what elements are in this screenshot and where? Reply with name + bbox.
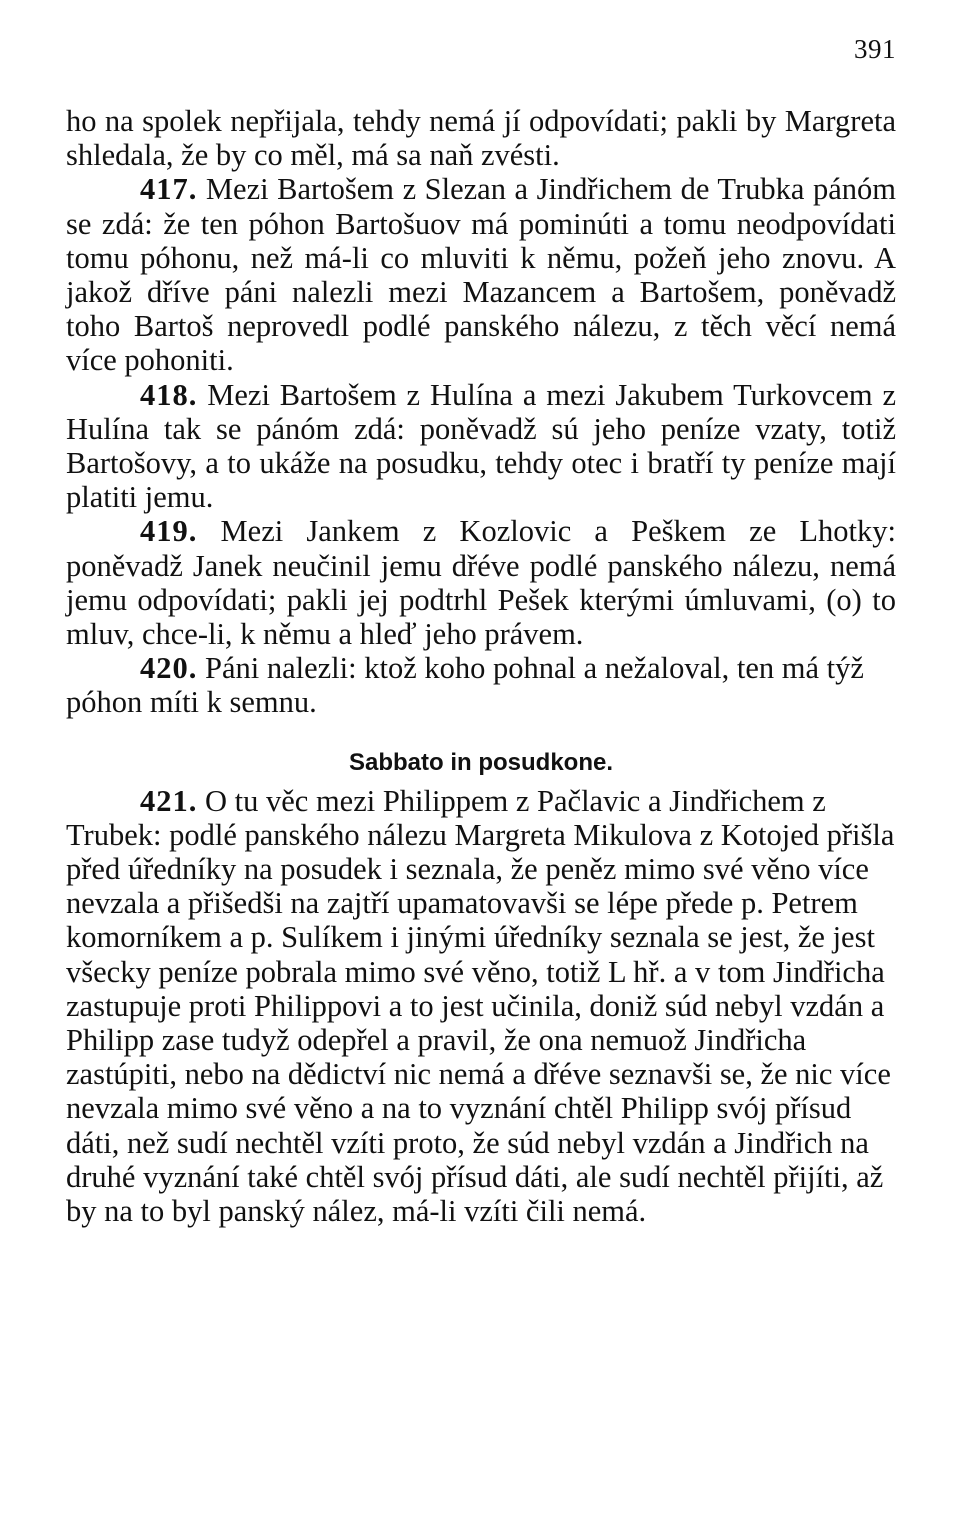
paragraph-text: O tu věc mezi Philippem z Pačlavic a Jindřichem z Trubek: podlé panského nálezu Margreta Mikulova z Kotojed přišla před úředníky na posudek i seznala, že peněz mimo své věno více nevzala a přišedši na zajtří upamatovavši se lépe přede p. Petrem komorníkem a p. Sulíkem i jinými úředníky seznala se jest, že jest všecky peníze pobrala mimo své věno, totiž L hř. a v tom Jindřicha zastupuje proti Philippovi a to jest učinila, doniž súd nebyl vzdán a Philipp zase tudyž odepřel a pravil, že ona nemuož Jindřicha zastúpiti, nebo na dědictví nic nemá a dřéve seznavši se, že nic více nevzala mimo své věno a na to vyznání chtěl Philipp svój přísud dáti, než sudí nechtěl vzíti proto, že súd nebyl vzdán a Jindřich na druhé vyznání také chtěl svój přísud dáti, ale sudí nechtěl přijíti, až by na to byl panský nález, má-li vzíti čili nemá. xyxy=(66,783,895,1229)
paragraph-text: Mezi Bartošem z Slezan a Jindřichem de Trubka pánóm se zdá: že ten póhon Bartošuov má pominúti a tomu neodpovídati tomu póhonu, než má-li co mluviti k němu, požeň jeho znovu. A jakož dříve páni nalezli mezi Mazancem a Bartošem, poněvadž toho Bartoš neprovedl podlé panského nálezu, z těch věcí nemá více pohoniti. xyxy=(66,172,896,378)
paragraph-text: ho na spolek nepřijala, tehdy nemá jí odpovídati; pakli by Margreta shledala, že by co měl, má sa naň zvésti. xyxy=(66,104,896,173)
paragraph-417 xyxy=(66,172,896,377)
paragraph-continuation xyxy=(66,104,896,172)
paragraph-text: Mezi Bartošem z Hulína a mezi Jakubem Turkovcem z Hulína tak se pánóm zdá: poněvadž sú jeho peníze vzaty, totiž Bartošovy, a to ukáže na posudku, tehdy otec i bratří ty peníze mají platiti jemu. xyxy=(66,377,897,515)
entry-number: 420. xyxy=(140,651,198,686)
entry-number: 417. xyxy=(140,172,198,207)
section-heading: Sabbato in posudkone. xyxy=(348,748,613,776)
entry-number: 421. xyxy=(140,783,198,818)
paragraph-text: Páni nalezli: ktož koho pohnal a nežaloval, ten má týž póhon míti k semnu. xyxy=(66,651,864,720)
page-number: 391 xyxy=(854,34,896,64)
paragraph-418 xyxy=(66,378,896,515)
book-page xyxy=(66,0,896,1532)
paragraph-text: Mezi Jankem z Kozlovic a Peškem ze Lhotky: poněvadž Janek neučinil jemu dřéve podlé panského nálezu, nemá jemu odpovídati; pakli jej podtrhl Pešek kterými úmluvami, (o) to mluv, chce-li, k němu a hleď jeho právem. xyxy=(66,514,896,652)
entry-number: 419. xyxy=(140,514,198,549)
paragraph-420 xyxy=(66,651,896,719)
paragraph-419 xyxy=(66,514,896,651)
paragraph-421 xyxy=(66,784,896,1229)
page-body xyxy=(66,104,896,1228)
entry-number: 418. xyxy=(140,377,198,412)
